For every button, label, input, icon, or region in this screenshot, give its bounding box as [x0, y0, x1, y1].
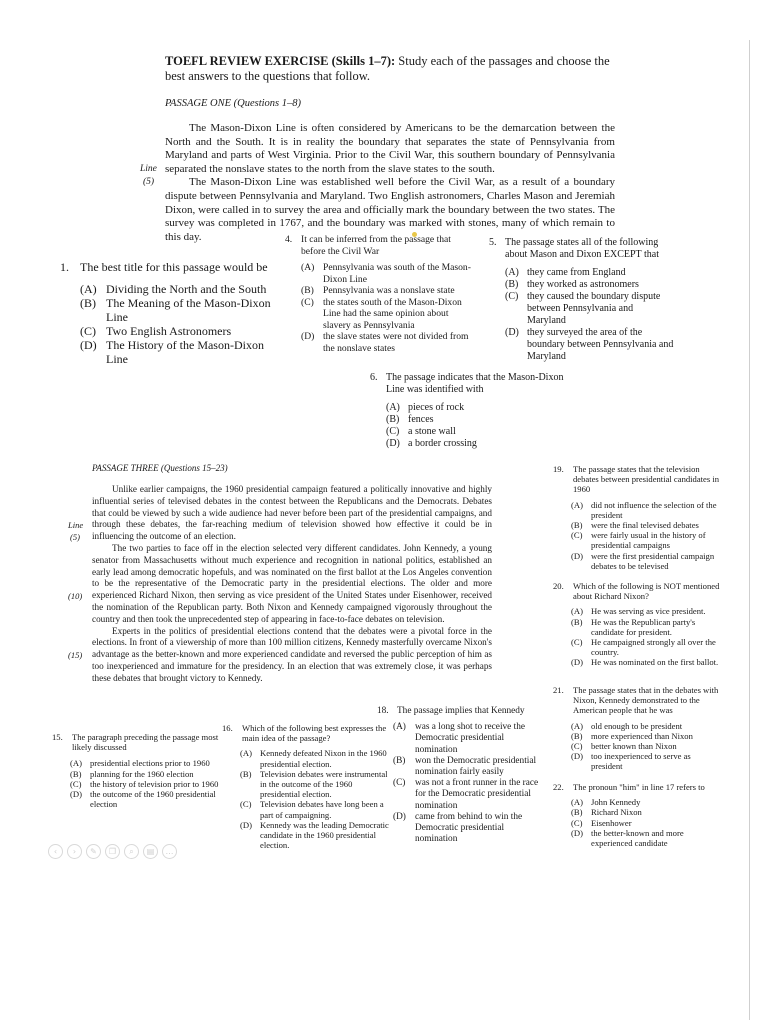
- line-number-15: (15): [68, 650, 83, 660]
- question-19: [553, 464, 723, 571]
- answer-option[interactable]: (D) the outcome of the 1960 presidential election: [70, 789, 216, 810]
- answer-option[interactable]: (A) Pennsylvania was south of the Mason-Dixon Line: [301, 262, 471, 285]
- answer-option[interactable]: (C) was not a front runner in the race for the Democratic presidential nomination: [393, 778, 539, 811]
- question-15: [52, 732, 222, 809]
- question-18: [377, 706, 547, 845]
- answer-option[interactable]: (D) came from behind to win the Democratic presidential nomination: [393, 811, 523, 845]
- question-stem: The passage states that the television debates between presidential candidates in 1960: [573, 464, 720, 495]
- passage-three-title: PASSAGE THREE (Questions 15–23): [92, 463, 228, 473]
- question-6: [370, 372, 570, 450]
- question-number: 19.: [553, 464, 564, 474]
- question-16: [222, 723, 390, 850]
- answer-option[interactable]: (A) was a long shot to receive the Democratic presidential nomination: [393, 722, 525, 755]
- zoom-icon[interactable]: ⌕: [124, 844, 139, 859]
- answer-option[interactable]: (C) the history of television prior to 1960: [70, 778, 219, 789]
- answer-option[interactable]: (D) Kennedy was the leading Democratic candidate in the 1960 presidential election.: [240, 819, 389, 851]
- passage-one-paragraph: The Mason-Dixon Line is often considered by Americans to be the demarcation between the North and the South. It is in reality the boundary that separates the state of Pennsylvania from Maryland and parts of West Virginia. Prior to the Civil War, this southern boundary of Pennsylvania separated the nonslave states to the north from the slave states to the south.: [165, 122, 615, 175]
- line-number-5: (5): [143, 177, 155, 187]
- answer-option[interactable]: (A) Dividing the North and the South: [80, 282, 267, 296]
- answer-option[interactable]: (D) they surveyed the area of the boundary between Pennsylvania and Maryland: [505, 327, 674, 362]
- question-stem: The pronoun "him" in line 17 refers to: [573, 782, 705, 792]
- line-number-5: (5): [70, 532, 80, 542]
- question-number: 4.: [285, 234, 293, 245]
- left-arrow-icon[interactable]: ‹: [48, 844, 63, 859]
- exercise-header: [165, 54, 625, 84]
- viewer-toolbar: [48, 844, 177, 859]
- question-stem: The passage indicates that the Mason-Dixon Line was identified with: [386, 372, 564, 395]
- line-number-10: (10): [68, 591, 83, 601]
- question-number: 1.: [60, 260, 69, 274]
- comment-icon[interactable]: ▤: [143, 844, 158, 859]
- line-label: Line: [68, 520, 84, 530]
- question-number: 16.: [222, 723, 233, 733]
- answer-option[interactable]: (B) Pennsylvania was a nonslave state: [301, 285, 455, 296]
- answer-option[interactable]: (B) planning for the 1960 election: [70, 768, 194, 779]
- passage-three-paragraph: The two parties to face off in the election selected very different candidates. John Kennedy, a young senator from Massachusetts without much experience and recognition in national politics, established an early lead among democratic hopefuls, and was nominated on the first ballot at the Los Angeles convention to be the representative of the Democratic party in the presidential elections. The older and more experienced Richard Nixon, then serving as vice president of the United States under Eisenhower, received the nomination of the Republican party. Both Nixon and Kennedy campaigned vigorously throughout the country and then took the unprecedented step of appearing in face-to-face debates on television.: [92, 542, 492, 624]
- pen-icon[interactable]: ✎: [86, 844, 101, 859]
- question-21: [553, 685, 723, 772]
- answer-option[interactable]: (C) Eisenhower: [571, 817, 632, 828]
- answer-option[interactable]: (C) Two English Astronomers: [80, 324, 232, 338]
- question-stem: It can be inferred from the passage that before the Civil War: [301, 234, 451, 257]
- answer-option[interactable]: (B) Richard Nixon: [571, 807, 642, 818]
- answer-option[interactable]: (D) were the first presidential campaign debates to be televised: [571, 550, 715, 571]
- question-5: [489, 237, 674, 363]
- line-label: Line: [140, 164, 157, 174]
- answer-option[interactable]: (D) too inexperienced to serve as president: [571, 751, 691, 772]
- answer-option[interactable]: (D) the slave states were not divided from the nonslave states: [301, 331, 469, 354]
- answer-option[interactable]: (C) they caused the boundary dispute between Pennsylvania and Maryland: [505, 291, 661, 326]
- question-number: 5.: [489, 237, 497, 248]
- question-stem: Which of the following best expresses the main idea of the passage?: [242, 723, 387, 744]
- page-edge-divider: [749, 40, 750, 1020]
- right-arrow-icon[interactable]: ›: [67, 844, 82, 859]
- question-number: 15.: [52, 732, 63, 742]
- answer-option[interactable]: (B) more experienced than Nixon: [571, 730, 693, 741]
- answer-option[interactable]: (A) John Kennedy: [571, 797, 641, 808]
- answer-option[interactable]: (C) a stone wall: [386, 426, 456, 437]
- passage-three-paragraph: Unlike earlier campaigns, the 1960 presidential campaign featured a politically innovative and highly influential series of televised debates in the contest between the Republicans and the Democrats. Debates that could be viewed by such a wide audience had never before been part of the presidential campaigns, and through these debates, the far-reaching medium of television showed how effective it could be in influencing the outcome of an election.: [92, 484, 492, 542]
- question-stem: The passage states all of the following about Mason and Dixon EXCEPT that: [505, 237, 659, 260]
- answer-option[interactable]: (C) better known than Nixon: [571, 741, 677, 752]
- answer-option[interactable]: (D) He was nominated on the first ballot.: [571, 657, 719, 668]
- answer-option[interactable]: (C) the states south of the Mason-Dixon Line had the same opinion about slavery as Pennsylvania: [301, 296, 462, 331]
- answer-option[interactable]: (C) were fairly usual in the history of presidential campaigns: [571, 530, 706, 551]
- question-number: 21.: [553, 685, 564, 695]
- answer-option[interactable]: (D) a border crossing: [386, 438, 477, 449]
- answer-option[interactable]: (B) they worked as astronomers: [505, 279, 639, 290]
- answer-option[interactable]: (D) The History of the Mason-Dixon Line: [80, 338, 264, 366]
- answer-option[interactable]: (A) Kennedy defeated Nixon in the 1960 presidential election.: [240, 748, 387, 769]
- question-4: [285, 234, 475, 354]
- answer-option[interactable]: (A) old enough to be president: [571, 720, 683, 731]
- question-stem: Which of the following is NOT mentioned about Richard Nixon?: [573, 581, 720, 602]
- passage-one-paragraph: The Mason-Dixon Line was established well before the Civil War, as a result of a boundary dispute between Pennsylvania and Maryland. Two English astronomers, Charles Mason and Jeremiah Dixon, were called in to survey the area and officially mark the boundary between the two states. The survey was completed in 1767, and the boundary was marked with stones, many of which remain to this day.: [165, 176, 615, 243]
- answer-option[interactable]: (B) fences: [386, 414, 434, 425]
- more-icon[interactable]: …: [162, 844, 177, 859]
- question-number: 20.: [553, 581, 564, 591]
- answer-option[interactable]: (C) Television debates have long been a part of campaigning.: [240, 799, 384, 820]
- answer-option[interactable]: (A) presidential elections prior to 1960: [70, 758, 210, 769]
- answer-option[interactable]: (B) The Meaning of the Mason-Dixon Line: [80, 296, 271, 324]
- question-stem: The best title for this passage would be: [80, 260, 268, 274]
- answer-option[interactable]: (B) were the final televised debates: [571, 520, 699, 531]
- exercise-title: TOEFL REVIEW EXERCISE (Skills 1–7):: [165, 54, 396, 68]
- answer-option[interactable]: (A) they came from England: [505, 267, 626, 278]
- question-number: 6.: [370, 372, 378, 383]
- answer-option[interactable]: (D) the better-known and more experienced candidate: [571, 827, 684, 849]
- question-stem: The passage implies that Kennedy: [397, 706, 525, 716]
- passage-one-title: PASSAGE ONE (Questions 1–8): [165, 98, 302, 109]
- answer-option[interactable]: (A) pieces of rock: [386, 402, 465, 413]
- answer-option[interactable]: (B) won the Democratic presidential nomination fairly easily: [393, 755, 537, 778]
- question-stem: The passage states that in the debates with Nixon, Kennedy demonstrated to the American people that he was: [573, 685, 719, 716]
- passage-three-paragraph: Experts in the politics of presidential elections contend that the debates were a pivotal force in the elections. In front of a viewership of more than 100 million citizens, Kennedy masterfully overcame Nixon's advantage as the better-known and more experienced candidate and reversed the public perception of him as too inexperienced and immature for the presidency. In an election that was extremely close, it was perhaps these debates that brought victory to Kennedy.: [92, 625, 492, 683]
- answer-option[interactable]: (A) did not influence the selection of the president: [571, 499, 717, 520]
- question-number: 22.: [553, 782, 564, 792]
- answer-option[interactable]: (B) Television debates were instrumental in the outcome of the 1960 presidential election.: [240, 768, 388, 800]
- question-stem: The paragraph preceding the passage most likely discussed: [72, 732, 219, 753]
- copy-icon[interactable]: ❐: [105, 844, 120, 859]
- answer-option[interactable]: (A) He was serving as vice president.: [571, 606, 706, 617]
- question-20: [553, 581, 723, 668]
- question-22: [553, 782, 723, 848]
- question-1: [60, 260, 280, 366]
- answer-option[interactable]: (B) He was the Republican party's candidate for president.: [571, 616, 696, 637]
- answer-option[interactable]: (C) He campaigned strongly all over the country.: [571, 637, 716, 658]
- question-number: 18.: [377, 706, 389, 716]
- exercise-instructions: Study each of the passages and choose the best answers to the questions that follow.: [165, 54, 610, 83]
- passage-one-text: [165, 122, 615, 244]
- passage-three-text: [92, 484, 492, 685]
